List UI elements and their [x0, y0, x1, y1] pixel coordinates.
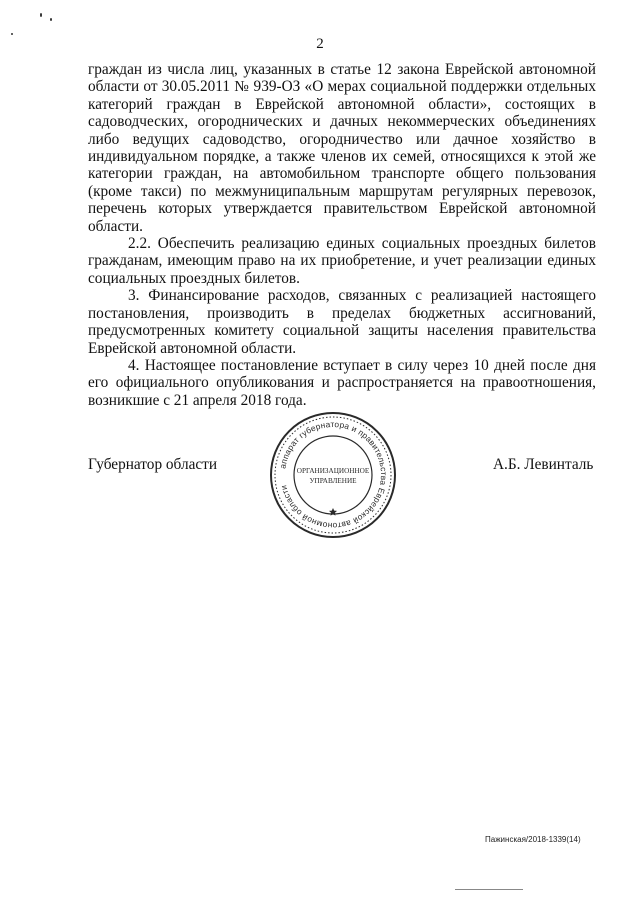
signatory-title: Губернатор области	[88, 456, 218, 473]
signatory-name: А.Б. Левинталь	[493, 456, 594, 473]
scan-speck	[50, 18, 52, 21]
paragraph-2-2: 2.2. Обеспечить реализацию единых социальных проездных билетов гражданам, имеющим право на их приобретение, и учет реализации единых социальных проездных билетов.	[88, 235, 596, 287]
document-body	[88, 61, 596, 409]
seal-outer-ring	[271, 413, 395, 537]
scan-speck	[40, 13, 42, 17]
paragraph-continuation: граждан из числа лиц, указанных в статье 12 закона Еврейской автономной области от 30.05.2011 № 939-ОЗ «О мерах социальной поддержки отдельных категорий граждан в Еврейской автономной области», состоящих в садоводческих, огороднических и дачных некоммерческих объединениях либо ведущих садоводство, огородничество или дачное хозяйство в индивидуальном порядке, а также членов их семей, относящихся к этой же категории граждан, на автомобильном транспорте общего пользования (кроме такси) по межмуниципальным маршрутам регулярных перевозок, перечень которых утверждается правительством Еврейской автономной области.	[88, 61, 596, 235]
seal-center-line-2: УПРАВЛЕНИЕ	[309, 477, 357, 485]
paragraph-4: 4. Настоящее постановление вступает в силу через 10 дней после дня его официального опубликования и распространяется на правоотношения, возникшие с 21 апреля 2018 года.	[88, 356, 596, 409]
page-number: 2	[316, 36, 324, 52]
seal-center-line-1: ОРГАНИЗАЦИОННОЕ	[296, 467, 370, 475]
scan-line	[455, 889, 523, 890]
seal-ring-text: аппарат губернатора и правительства Еврейской автономной области	[277, 418, 390, 532]
seal-outer-dotted-ring	[275, 417, 391, 533]
paragraph-3: 3. Финансирование расходов, связанных с реализацией настоящего постановления, производить в пределах бюджетных ассигнований, предусмотренных комитету социальной защиты населения правительства Еврейской автономной области.	[88, 287, 596, 357]
seal-inner-ring	[294, 436, 372, 514]
document-footer-code: Пажинская/2018-1339(14)	[485, 835, 581, 844]
official-seal	[268, 410, 398, 540]
scan-speck	[11, 33, 13, 35]
